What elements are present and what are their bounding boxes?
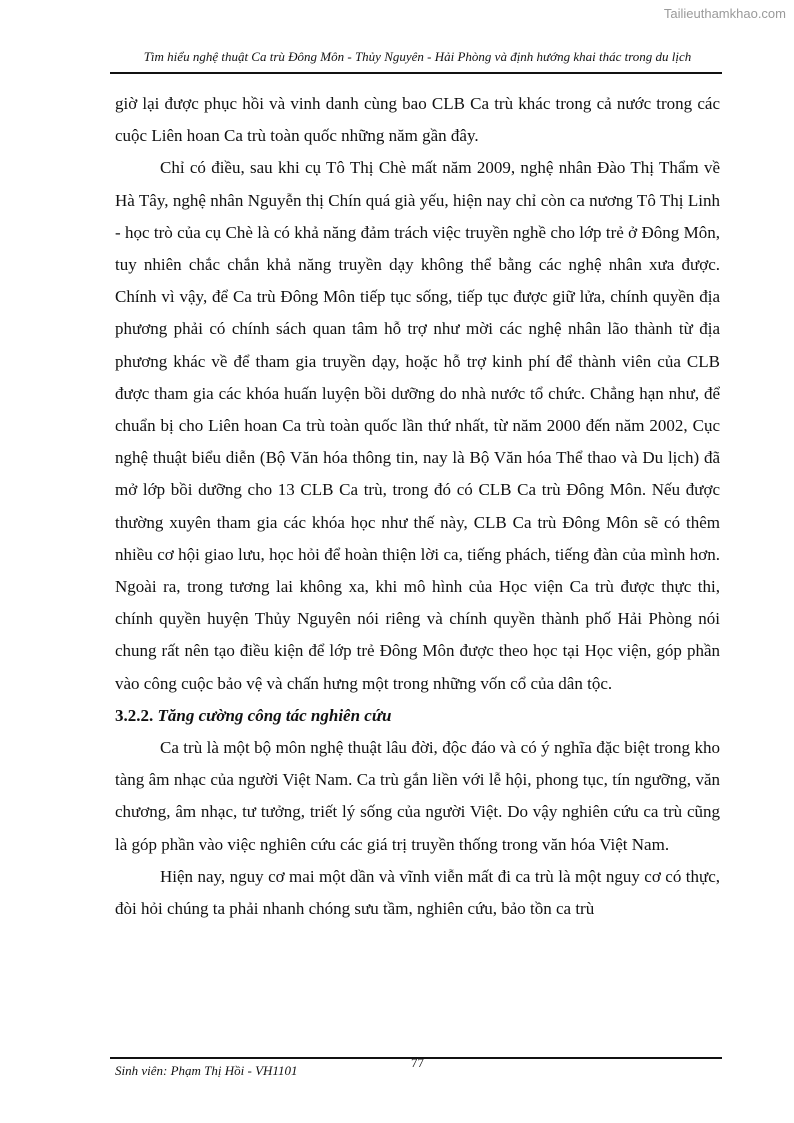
paragraph: Chỉ có điều, sau khi cụ Tô Thị Chè mất năm 2009, nghệ nhân Đào Thị Thẩm về Hà Tây, nghệ nhân Nguyễn thị Chín quá già yếu, hiện nay chỉ còn ca nương Tô Thị Linh - học trò của cụ Chè là có khả năng đảm trách việc truyền nghề cho lớp trẻ ở Đông Môn, tuy nhiên chắc chắn khả năng truyền dạy không thể bằng các nghệ nhân xưa được. Chính vì vậy, để Ca trù Đông Môn tiếp tục sống, tiếp tục được giữ lửa, chính quyền địa phương phải có chính sách quan tâm hỗ trợ như mời các nghệ nhân lão thành từ địa phương khác về để tham gia truyền dạy, hoặc hỗ trợ kinh phí để thành viên của CLB được tham gia các khóa huấn luyện bồi dưỡng do nhà nước tổ chức. Chẳng hạn như, để chuẩn bị cho Liên hoan Ca trù toàn quốc lần thứ nhất, từ năm 2000 đến năm 2002, Cục nghệ thuật biểu diễn (Bộ Văn hóa thông tin, nay là Bộ Văn hóa Thể thao và Du lịch) đã mở lớp bồi dưỡng cho 13 CLB Ca trù, trong đó có CLB Ca trù Đông Môn. Nếu được thường xuyên tham gia các khóa học như thế này, CLB Ca trù Đông Môn sẽ có thêm nhiều cơ hội giao lưu, học hỏi để hoàn thiện lời ca, tiếng phách, tiếng đàn của mình hơn. Ngoài ra, trong tương lai không xa, khi mô hình của Học viện Ca trù được thực thi, chính quyền huyện Thủy Nguyên nói riêng và chính quyền thành phố Hải Phòng nói chung rất nên tạo điều kiện để lớp trẻ Đông Môn được theo học tại Học viện, góp phần vào công cuộc bảo vệ và chấn hưng một trong những vốn cổ của dân tộc. xyxy=(115,158,720,693)
paragraph: giờ lại được phục hồi và vinh danh cùng bao CLB Ca trù khác trong cả nước trong các cuộc Liên hoan Ca trù toàn quốc những năm gần đây. xyxy=(115,94,720,146)
running-header: Tìm hiểu nghệ thuật Ca trù Đông Môn - Thủy Nguyên - Hải Phòng và định hướng khai thác trong du lịch xyxy=(143,49,692,64)
page-number: 77 xyxy=(411,1055,424,1070)
section-number: 3.2.2. xyxy=(115,705,154,725)
watermark: Tailieuthamkhao.com xyxy=(663,6,786,21)
page-body xyxy=(115,88,720,925)
footer-student: Sinh viên: Phạm Thị Hồi - VH1101 xyxy=(115,1063,298,1078)
section-heading xyxy=(115,700,720,732)
paragraph: Hiện nay, nguy cơ mai một dần và vĩnh viễn mất đi ca trù là một nguy cơ có thực, đòi hỏi chúng ta phải nhanh chóng sưu tầm, nghiên cứu, bảo tồn ca trù xyxy=(115,866,720,919)
header-rule xyxy=(110,72,722,74)
section-title: Tăng cường công tác nghiên cứu xyxy=(157,705,392,725)
paragraph: Ca trù là một bộ môn nghệ thuật lâu đời, độc đáo và có ý nghĩa đặc biệt trong kho tàng âm nhạc của người Việt Nam. Ca trù gắn liền với lễ hội, phong tục, tín ngưỡng, văn chương, âm nhạc, tư tưởng, triết lý sống của người Việt. Do vậy nghiên cứu ca trù cũng là góp phần vào việc nghiên cứu các giá trị truyền thống trong văn hóa Việt Nam. xyxy=(115,738,720,854)
